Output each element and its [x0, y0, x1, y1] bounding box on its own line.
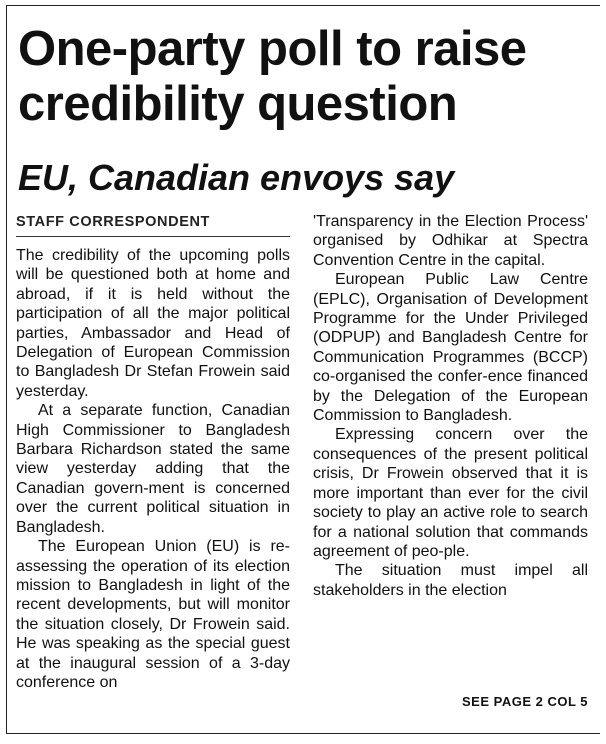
paragraph: European Public Law Centre (EPLC), Organisation of Development Programme for the Under Privileged (ODPUP) and Bangladesh Centre for Communication Programmes (BCCP) co-organised the confer-ence financed by the Delegation of the European Commission to Bangladesh.: [313, 271, 588, 425]
paragraph: 'Transparency in the Election Process' organised by Odhikar at Spectra Convention Centre in the capital.: [313, 213, 588, 269]
paragraph: At a separate function, Canadian High Commissioner to Bangladesh Barbara Richardson stated the same view yesterday adding that the Canadian govern-ment is concerned over the current political situation in Bangladesh.: [16, 402, 290, 536]
paragraph: The European Union (EU) is re-assessing the operation of its election mission to Bangladesh in light of the recent developments, but will monitor the situation closely, Dr Frowein said. He was speaking as the special guest at the inaugural session of a 3-day conference on: [16, 538, 290, 691]
byline-rule: [16, 236, 290, 237]
continuation-jump-line: SEE PAGE 2 COL 5: [461, 694, 588, 709]
subheadline: EU, Canadian envoys say: [18, 157, 455, 198]
article-column-left: [16, 246, 290, 692]
left-border-rule: [6, 5, 7, 734]
top-border-rule: [6, 5, 600, 6]
byline: STAFF CORRESPONDENT: [16, 214, 210, 230]
paragraph: Expressing concern over the consequences of the present political crisis, Dr Frowein observed that it is more important than ever for the civil society to play an active role to search for a national solution that commands agreement of peo-ple.: [313, 426, 588, 560]
paragraph: The credibility of the upcoming polls will be questioned both at home and abroad, if it is held without the participation of all the major political parties, Ambassador and Head of Delegation of European Commission to Bangladesh Dr Stefan Frowein said yesterday.: [16, 247, 290, 400]
headline: One-party poll to raise credibility question: [18, 22, 527, 131]
paragraph: The situation must impel all stakeholders in the election: [313, 562, 588, 599]
bottom-border-rule: [6, 733, 600, 734]
article-column-right: [313, 212, 588, 600]
